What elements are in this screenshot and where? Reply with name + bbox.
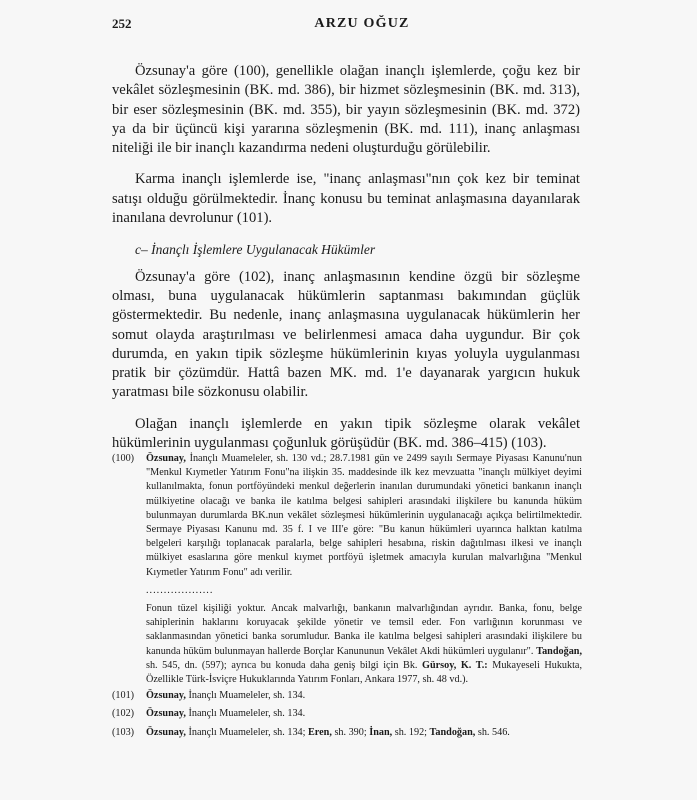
footnote-text: Mukayeseli Hukukta, Özellikle Türk-İsviçre Hukuklarında Yatırım Fonları, Ankara 1977, sh. 48 vd.). <box>146 659 582 686</box>
footnote-text: Fonun tüzel kişiliği yoktur. Ancak malvarlığı, bankanın malvarlığından ayrıdır. Banka, fonu, belge sahiplerinin haklarını koruyacak şekilde yönetir ve temsil eder. Fon varlığının korunması ve saklanmasından yönetici banka sorumludur. Banka ile katılma belgesi sahipleri arasındaki ilişkilere bu kanunda hüküm bulunmayan hallerde Borçlar Kanununun Vekâlet Akdi hükümleri uygulanır". <box>146 603 582 657</box>
footnote-ellipsis: ................... <box>146 584 214 596</box>
paragraph: Olağan inançlı işlemlerde en yakın tipik sözleşme olarak vekâlet hükümlerinin uygulanması çoğunluk görüşüdür (BK. md. 386–415) (103). <box>112 415 580 452</box>
footnote-text: sh. 546. <box>475 726 510 738</box>
footnote-author: Tandoğan, <box>536 645 582 657</box>
page-header <box>112 16 612 36</box>
footnote-author: Tandoğan, <box>429 726 476 738</box>
section-subheading: c– İnançlı İşlemlere Uygulanacak Hükümler <box>135 242 376 258</box>
footnote-text: sh. 390; <box>331 726 370 738</box>
footnote-number: (101) <box>112 690 135 702</box>
footnotes <box>112 452 582 744</box>
footnote-100-continued <box>112 602 582 687</box>
footnote-text: İnançlı Muameleler, sh. 134. <box>185 690 306 702</box>
running-head: ARZU OĞUZ <box>314 16 410 31</box>
footnote-author: Özsunay, <box>146 453 186 464</box>
footnote-100 <box>112 452 582 580</box>
footnote-author: Özsunay, <box>146 708 186 720</box>
paragraph: Özsunay'a göre (102), inanç anlaşmasının kendine özgü bir sözleşme olması, buna uygulanacak hükümlerin saptanması bakımından güçlük göstermektedir. Bu nedenle, inanç anlaşmasına uygulanacak hükümlerin her somut olayda araştırılması ve belirlenmesi amaca daha uygundur. Bir çok durumda, en yakın tipik sözleşme hükümlerinin kıyas yoluyla uygulanması pratik bir çözümdür. Hattâ bazen MK. md. 1'e dayanarak yargıcın hukuk yaratması bile sözkonusu olabilir. <box>112 268 580 401</box>
footnote-number: (102) <box>112 708 135 720</box>
footnote-text: sh. 192; <box>392 726 430 738</box>
footnote-author: İnan, <box>369 726 393 738</box>
footnote-103 <box>112 726 582 740</box>
footnote-number: (100) <box>112 453 135 464</box>
footnote-author: Özsunay, <box>146 690 186 702</box>
footnote-text: İnançlı Muameleler, sh. 134. <box>185 708 306 720</box>
footnote-102 <box>112 707 582 721</box>
footnote-text: İnançlı Muameleler, sh. 130 vd.; 28.7.1981 gün ve 2499 sayılı Sermaye Piyasası Kanunu'nun "Menkul Kıymetler Yatırım Fonu"na ilişkin 35. maddesinde ilk kez mevzuatta "inançlı mülkiyet deyimi kullanılmakta, fonun portföyündeki menkul değerlerin inanılan durumundaki yönetici bankanın inançlı mülkiyetine olacağı ve banka ile katılma belgesi sahipleri arasındaki ilişkilere bu kanunda hüküm bulunmayan durumlarda BK.nun vekâlet sözleşmesi hükümlerinin uygulanacağı açıkça belirtilmektedir. Sermaye Piyasası Kanunu md. 35 f. I ve III'e göre: "Bu kanun hükümleri uyarınca halktan katılma belgeleri karşılığı toplanacak paralarla, belge sahipleri hesabına, riskin dağıtılması ilkesi ve inançlı mülkiyet esaslarına göre menkul kıymet portföyü işletmek amacıyla kurulan malvarlığına "Menkul Kıymetler Yatırım Fonu" adı verilir. <box>146 453 582 578</box>
footnote-author: Gürsoy, K. T.: <box>422 659 488 671</box>
footnote-text: sh. 545, dn. (597); ayrıca bu konuda daha geniş bilgi için Bk. <box>146 659 423 671</box>
main-text <box>112 62 580 465</box>
paragraph: Karma inançlı işlemlerde ise, "inanç anlaşması"nın çok kez bir teminat satışı olduğu görülmektedir. İnanç konusu bu teminat anlaşmasına dayanılarak inanılana devrolunur (101). <box>112 171 580 227</box>
footnote-number: (103) <box>112 726 135 738</box>
paragraph: Özsunay'a göre (100), genellikle olağan inançlı işlemlerde, çoğu kez bir vekâlet sözleşmesinin (BK. md. 386), bir hizmet sözleşmesinin (BK. md. 313), bir eser sözleşmesinin (BK. md. 355), bir yayın sözleşmesinin (BK. md. 372) ya da bir üçüncü kişi yararına sözleşmenin (BK. md. 111), inanç anlaşması niteliği ile bir inançlı kazandırma nedeni oluşturduğu görülebilir. <box>112 63 580 157</box>
footnote-author: Eren, <box>308 726 332 738</box>
footnote-101 <box>112 689 582 703</box>
footnote-text: İnançlı Muameleler, sh. 134; <box>185 726 309 738</box>
page-number: 252 <box>112 16 132 31</box>
footnote-author: Özsunay, <box>146 726 186 738</box>
